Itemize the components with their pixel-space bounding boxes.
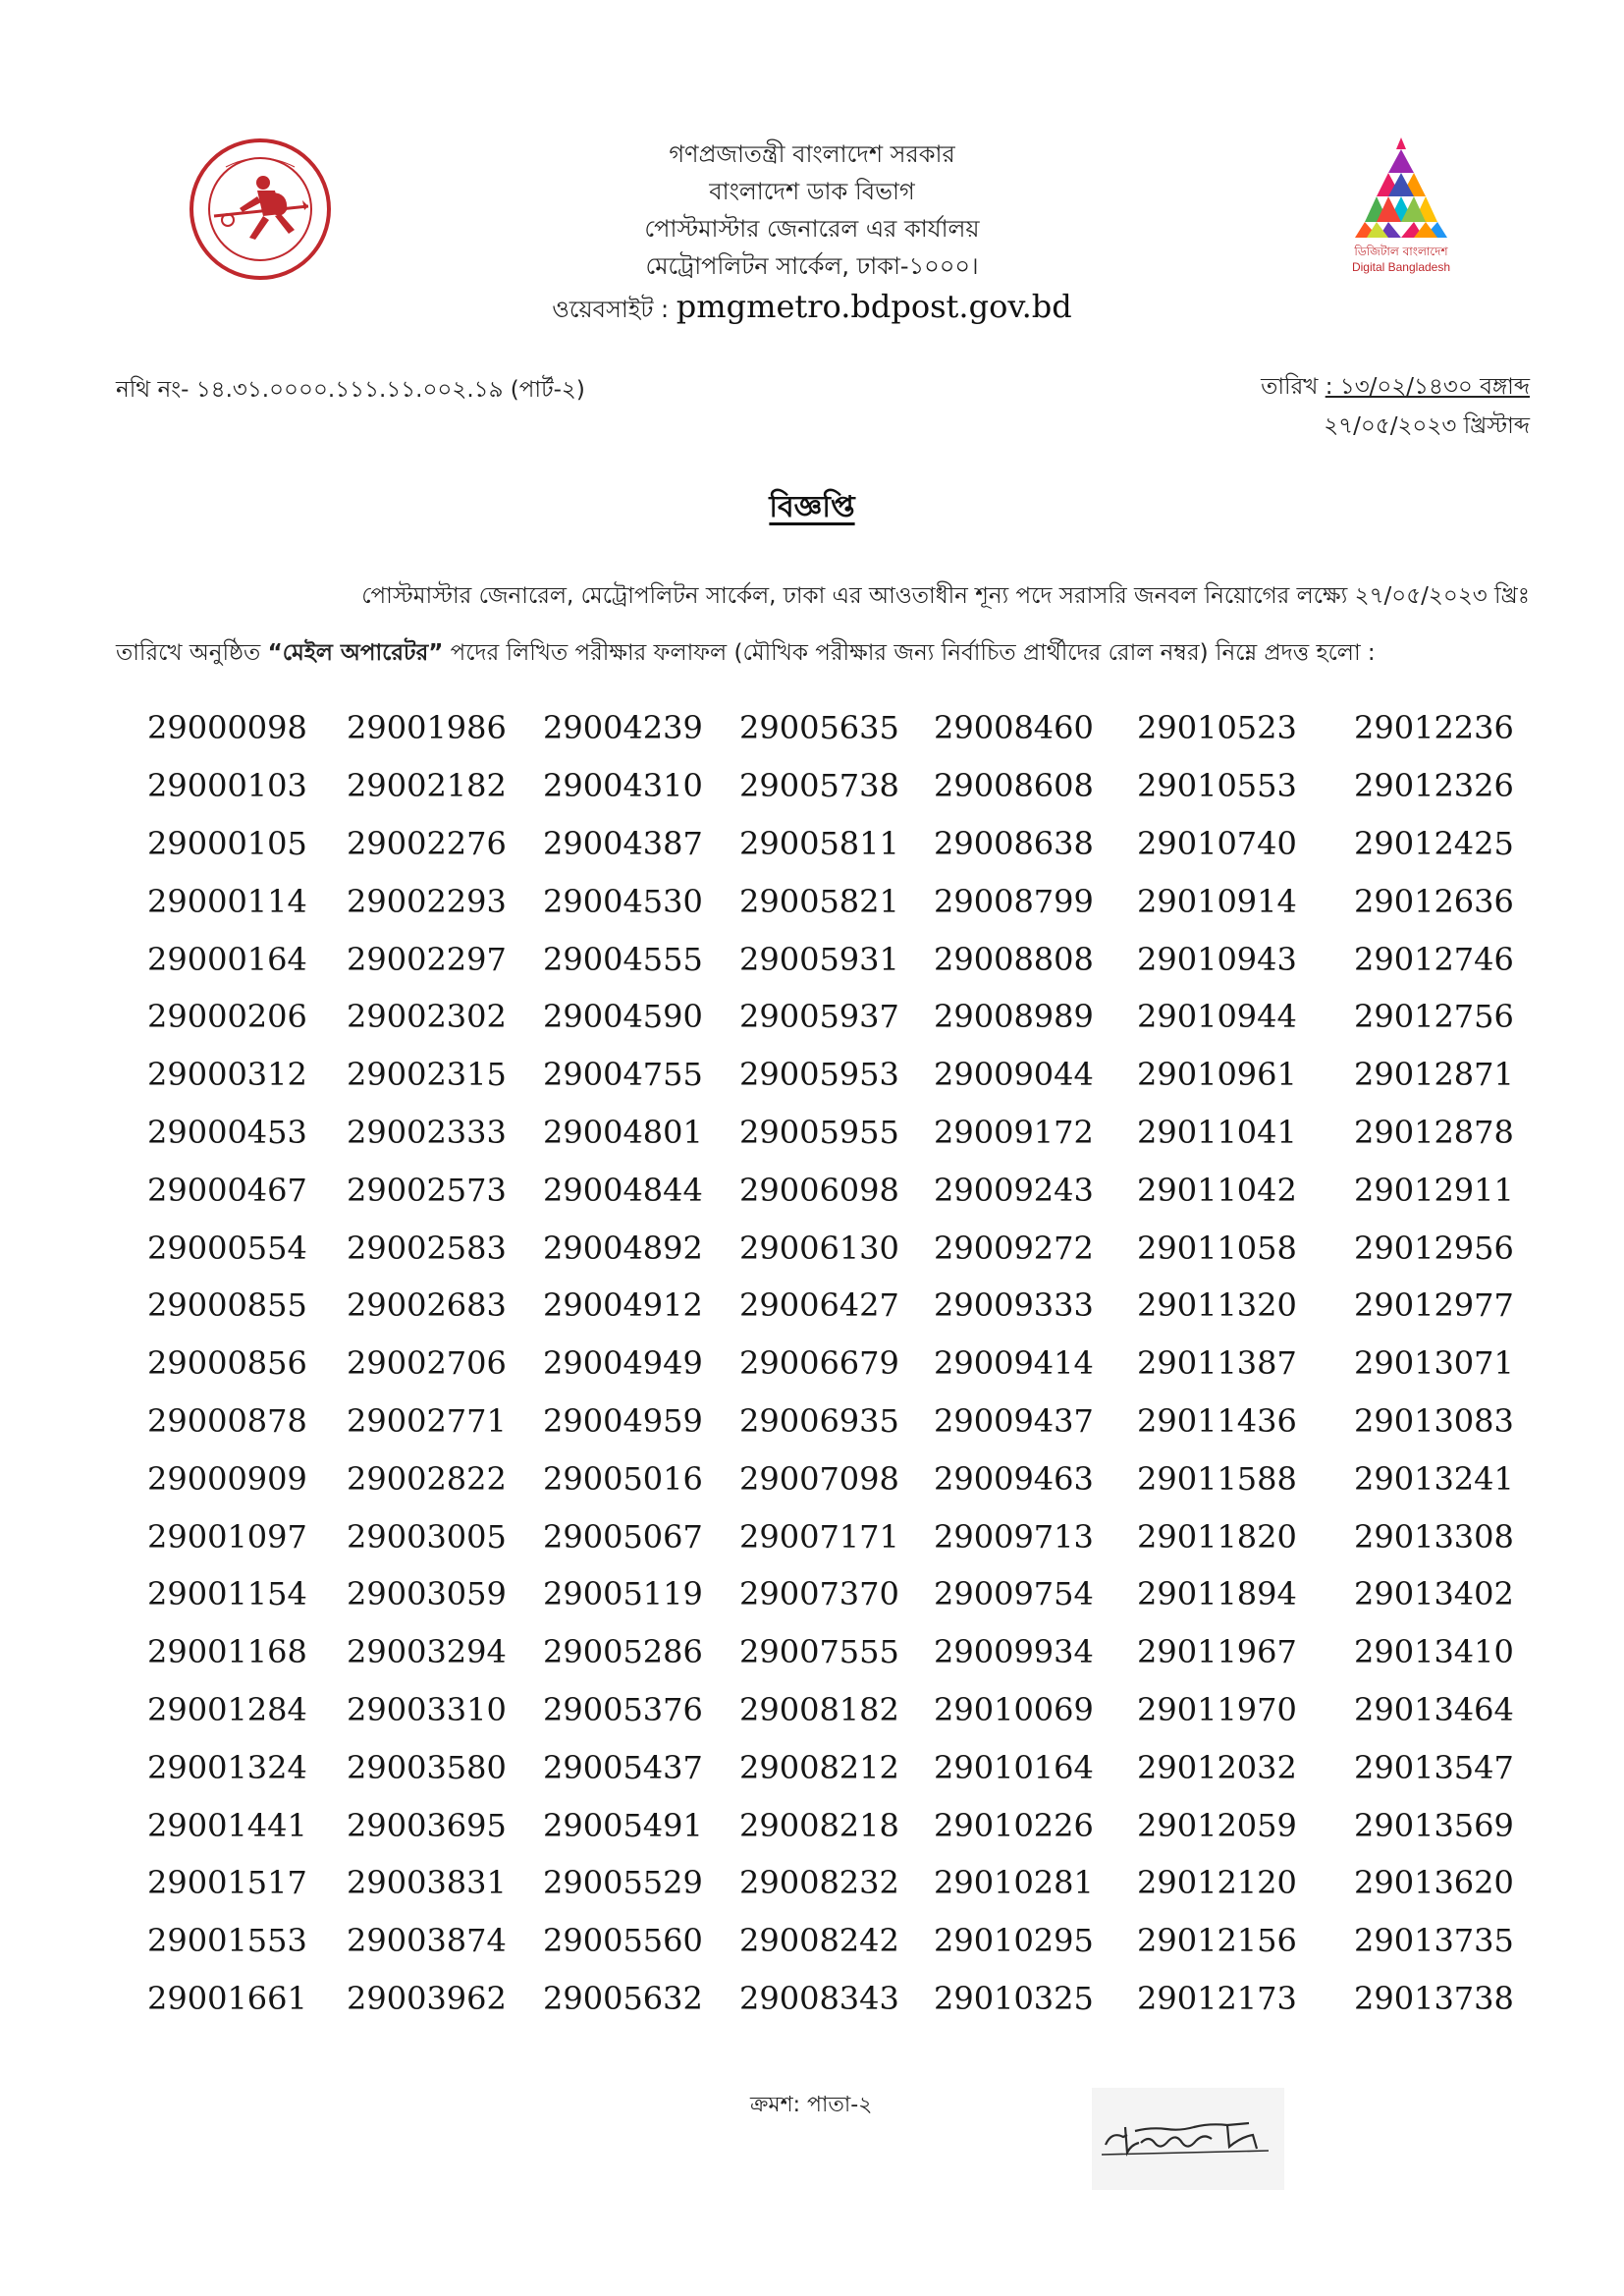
table-row <box>147 1046 1531 1104</box>
roll-number-cell: 29002297 <box>347 940 507 978</box>
roll-number-cell: 29012871 <box>1354 1056 1514 1094</box>
table-row <box>147 1161 1531 1219</box>
roll-number-cell: 29008232 <box>739 1864 899 1902</box>
continued-note: ক্রমশ: পাতা-২ <box>750 2093 873 2117</box>
roll-number-cell: 29002822 <box>347 1459 507 1498</box>
roll-number-cell: 29002302 <box>347 998 507 1036</box>
table-row <box>147 1738 1531 1796</box>
table-row <box>147 1796 1531 1854</box>
roll-number-cell: 29009172 <box>934 1113 1094 1151</box>
roll-number-cell: 29000105 <box>147 824 307 862</box>
roll-number-cell: 29013308 <box>1354 1517 1514 1556</box>
roll-number-cell: 29002315 <box>347 1056 507 1094</box>
date-bangla-line <box>1261 367 1530 407</box>
signature <box>1092 2088 1284 2190</box>
roll-number-cell: 29008989 <box>934 998 1094 1036</box>
post-name: “মেইল অপারেটর” <box>267 640 444 666</box>
roll-number-cell: 29005953 <box>739 1056 899 1094</box>
roll-number-cell: 29011588 <box>1137 1459 1297 1498</box>
roll-number-cell: 29009437 <box>934 1401 1094 1440</box>
roll-number-cell: 29013241 <box>1354 1459 1514 1498</box>
table-row <box>147 1277 1531 1335</box>
roll-number-cell: 29010523 <box>1137 709 1297 747</box>
table-row <box>147 1912 1531 1970</box>
roll-number-cell: 29007098 <box>739 1459 899 1498</box>
website-line <box>393 285 1231 331</box>
table-row <box>147 1970 1531 2028</box>
table-row <box>147 1565 1531 1623</box>
roll-number-cell: 29004755 <box>543 1056 703 1094</box>
roll-number-cell: 29008212 <box>739 1748 899 1786</box>
department-name: বাংলাদেশ ডাক বিভাগ <box>709 178 915 205</box>
roll-number-cell: 29004530 <box>543 882 703 920</box>
roll-number-cell: 29003695 <box>347 1806 507 1844</box>
roll-number-cell: 29000909 <box>147 1459 307 1498</box>
roll-number-cell: 29011320 <box>1137 1286 1297 1325</box>
roll-number-cell: 29005560 <box>543 1922 703 1960</box>
roll-number-cell: 29004949 <box>543 1344 703 1383</box>
roll-number-cell: 29003874 <box>347 1922 507 1960</box>
roll-number-cell: 29009934 <box>934 1633 1094 1671</box>
roll-number-cell: 29010553 <box>1137 767 1297 805</box>
roll-number-cell: 29003005 <box>347 1517 507 1556</box>
intro-line-1: পোস্টমাস্টার জেনারেল, মেট্রোপলিটন সার্কেল, ঢাকা এর আওতাধীন শূন্য পদে সরাসরি জনবল নিয়োগের লক্ষ্যে ২৭/০৫/২০২৩ খ্রিঃ <box>361 583 1530 609</box>
roll-number-cell: 29009243 <box>934 1171 1094 1209</box>
roll-number-cell: 29012878 <box>1354 1113 1514 1151</box>
roll-number-cell: 29001986 <box>347 709 507 747</box>
roll-number-cell: 29005821 <box>739 882 899 920</box>
date-block <box>1261 367 1530 446</box>
roll-number-cell: 29005491 <box>543 1806 703 1844</box>
roll-number-cell: 29007171 <box>739 1517 899 1556</box>
roll-number-cell: 29011436 <box>1137 1401 1297 1440</box>
handwritten-signature-icon <box>1092 2088 1284 2190</box>
table-row <box>147 815 1531 873</box>
roll-number-cell: 29010961 <box>1137 1056 1297 1094</box>
roll-number-cell: 29011387 <box>1137 1344 1297 1383</box>
roll-number-cell: 29004959 <box>543 1401 703 1440</box>
roll-number-cell: 29008242 <box>739 1922 899 1960</box>
roll-number-cell: 29012911 <box>1354 1171 1514 1209</box>
roll-number-cell: 29012156 <box>1137 1922 1297 1960</box>
roll-number-cell: 29008460 <box>934 709 1094 747</box>
roll-number-cell: 29012173 <box>1137 1979 1297 2017</box>
roll-number-cell: 29004892 <box>543 1229 703 1267</box>
roll-number-cell: 29013547 <box>1354 1748 1514 1786</box>
roll-number-cell: 29000206 <box>147 998 307 1036</box>
table-row <box>147 1219 1531 1277</box>
table-row <box>147 988 1531 1046</box>
intro-line-2-end: পদের লিখিত পরীক্ষার ফলাফল (মৌখিক পরীক্ষার জন্য নির্বাচিত প্রার্থীদের রোল নম্বর) নিম্নে প্রদত্ত হলো : <box>450 640 1376 666</box>
table-row <box>147 757 1531 815</box>
table-row <box>147 1623 1531 1681</box>
roll-number-cell: 29003962 <box>347 1979 507 2017</box>
table-row <box>147 930 1531 988</box>
roll-number-cell: 29000856 <box>147 1344 307 1383</box>
roll-number-cell: 29000554 <box>147 1229 307 1267</box>
roll-number-cell: 29002771 <box>347 1401 507 1440</box>
roll-number-cell: 29001097 <box>147 1517 307 1556</box>
digital-bangladesh-logo <box>1327 136 1475 275</box>
roll-number-cell: 29001517 <box>147 1864 307 1902</box>
website-label: ওয়েবসাইট : <box>552 296 670 323</box>
table-row <box>147 699 1531 757</box>
roll-number-cell: 29002293 <box>347 882 507 920</box>
roll-number-cell: 29012636 <box>1354 882 1514 920</box>
bangladesh-post-logo <box>187 136 334 283</box>
date-bangla: : ১৩/০২/১৪৩০ বঙ্গাব্দ <box>1325 374 1530 400</box>
roll-number-cell: 29001441 <box>147 1806 307 1844</box>
notice-intro <box>116 568 1530 682</box>
roll-number-cell: 29001154 <box>147 1575 307 1613</box>
roll-number-cell: 29011970 <box>1137 1690 1297 1728</box>
roll-number-cell: 29008182 <box>739 1690 899 1728</box>
roll-number-cell: 29006427 <box>739 1286 899 1325</box>
roll-number-cell: 29011967 <box>1137 1633 1297 1671</box>
roll-number-cell: 29005632 <box>543 1979 703 2017</box>
roll-number-cell: 29000878 <box>147 1401 307 1440</box>
roll-number-cell: 29012425 <box>1354 824 1514 862</box>
roll-number-cell: 29003294 <box>347 1633 507 1671</box>
table-row <box>147 1449 1531 1507</box>
roll-number-cell: 29005286 <box>543 1633 703 1671</box>
roll-number-cell: 29001324 <box>147 1748 307 1786</box>
roll-number-cell: 29009333 <box>934 1286 1094 1325</box>
roll-number-cell: 29003310 <box>347 1690 507 1728</box>
roll-number-cell: 29012236 <box>1354 709 1514 747</box>
roll-number-cell: 29001284 <box>147 1690 307 1728</box>
roll-number-cell: 29013402 <box>1354 1575 1514 1613</box>
roll-number-cell: 29000855 <box>147 1286 307 1325</box>
roll-number-cell: 29008343 <box>739 1979 899 2017</box>
table-row <box>147 1507 1531 1565</box>
roll-number-cell: 29005529 <box>543 1864 703 1902</box>
roll-number-cell: 29004801 <box>543 1113 703 1151</box>
roll-number-cell: 29010740 <box>1137 824 1297 862</box>
roll-number-cell: 29004239 <box>543 709 703 747</box>
roll-number-cell: 29013464 <box>1354 1690 1514 1728</box>
roll-number-cell: 29009754 <box>934 1575 1094 1613</box>
roll-number-cell: 29012956 <box>1354 1229 1514 1267</box>
roll-number-cell: 29013083 <box>1354 1401 1514 1440</box>
letterhead <box>393 136 1231 331</box>
roll-number-cell: 29000103 <box>147 767 307 805</box>
roll-number-cell: 29008608 <box>934 767 1094 805</box>
table-row <box>147 1854 1531 1912</box>
roll-number-cell: 29008799 <box>934 882 1094 920</box>
table-row <box>147 1681 1531 1739</box>
roll-number-cell: 29006098 <box>739 1171 899 1209</box>
roll-number-cell: 29002333 <box>347 1113 507 1151</box>
roll-number-cell: 29005955 <box>739 1113 899 1151</box>
notice-title: বিজ্ঞপ্তি <box>769 490 855 524</box>
roll-number-cell: 29012059 <box>1137 1806 1297 1844</box>
roll-number-table <box>147 699 1531 2027</box>
roll-number-cell: 29012032 <box>1137 1748 1297 1786</box>
roll-number-cell: 29001553 <box>147 1922 307 1960</box>
roll-number-cell: 29006935 <box>739 1401 899 1440</box>
roll-number-cell: 29013569 <box>1354 1806 1514 1844</box>
roll-number-cell: 29006130 <box>739 1229 899 1267</box>
office-name: পোস্টমাস্টার জেনারেল এর কার্যালয় <box>644 215 980 243</box>
government-name: গণপ্রজাতন্ত্রী বাংলাদেশ সরকার <box>669 140 955 168</box>
roll-number-cell: 29004912 <box>543 1286 703 1325</box>
roll-number-cell: 29004555 <box>543 940 703 978</box>
roll-number-cell: 29003580 <box>347 1748 507 1786</box>
roll-number-cell: 29004590 <box>543 998 703 1036</box>
roll-number-cell: 29010943 <box>1137 940 1297 978</box>
roll-number-cell: 29002706 <box>347 1344 507 1383</box>
table-row <box>147 872 1531 930</box>
roll-number-cell: 29003059 <box>347 1575 507 1613</box>
roll-number-cell: 29009463 <box>934 1459 1094 1498</box>
roll-number-cell: 29006679 <box>739 1344 899 1383</box>
roll-number-cell: 29002276 <box>347 824 507 862</box>
roll-number-cell: 29012977 <box>1354 1286 1514 1325</box>
roll-number-cell: 29010164 <box>934 1748 1094 1786</box>
roll-number-cell: 29005437 <box>543 1748 703 1786</box>
roll-number-cell: 29004387 <box>543 824 703 862</box>
roll-number-cell: 29011058 <box>1137 1229 1297 1267</box>
roll-number-cell: 29013410 <box>1354 1633 1514 1671</box>
roll-number-cell: 29003831 <box>347 1864 507 1902</box>
roll-number-cell: 29011894 <box>1137 1575 1297 1613</box>
roll-number-cell: 29012326 <box>1354 767 1514 805</box>
roll-number-cell: 29010914 <box>1137 882 1297 920</box>
roll-number-cell: 29009044 <box>934 1056 1094 1094</box>
date-label: তারিখ <box>1261 374 1319 400</box>
roll-number-cell: 29005931 <box>739 940 899 978</box>
roll-number-cell: 29001168 <box>147 1633 307 1671</box>
roll-number-cell: 29010325 <box>934 1979 1094 2017</box>
intro-line-2-start: তারিখে অনুষ্ঠিত <box>116 640 261 666</box>
roll-number-cell: 29012120 <box>1137 1864 1297 1902</box>
roll-number-cell: 29002683 <box>347 1286 507 1325</box>
roll-number-cell: 29001661 <box>147 1979 307 2017</box>
roll-number-cell: 29000098 <box>147 709 307 747</box>
roll-number-cell: 29008638 <box>934 824 1094 862</box>
roll-number-cell: 29012746 <box>1354 940 1514 978</box>
roll-number-cell: 29013738 <box>1354 1979 1514 2017</box>
memo-number: নথি নং- ১৪.৩১.০০০০.১১১.১১.০০২.১৯ (পার্ট-২) <box>116 377 585 403</box>
roll-number-cell: 29009414 <box>934 1344 1094 1383</box>
roll-number-cell: 29009713 <box>934 1517 1094 1556</box>
roll-number-cell: 29000164 <box>147 940 307 978</box>
roll-number-cell: 29002573 <box>347 1171 507 1209</box>
roll-number-cell: 29007555 <box>739 1633 899 1671</box>
roll-number-cell: 29004310 <box>543 767 703 805</box>
roll-number-cell: 29005376 <box>543 1690 703 1728</box>
digital-bangladesh-icon <box>1327 136 1475 275</box>
roll-number-cell: 29000453 <box>147 1113 307 1151</box>
roll-number-cell: 29008808 <box>934 940 1094 978</box>
roll-number-cell: 29013620 <box>1354 1864 1514 1902</box>
roll-number-cell: 29005635 <box>739 709 899 747</box>
roll-number-cell: 29010069 <box>934 1690 1094 1728</box>
roll-number-cell: 29002182 <box>347 767 507 805</box>
roll-number-cell: 29005811 <box>739 824 899 862</box>
roll-number-cell: 29010281 <box>934 1864 1094 1902</box>
roll-number-cell: 29013071 <box>1354 1344 1514 1383</box>
roll-number-cell: 29013735 <box>1354 1922 1514 1960</box>
roll-number-table-body <box>147 699 1531 2027</box>
roll-number-cell: 29005067 <box>543 1517 703 1556</box>
roll-number-cell: 29000114 <box>147 882 307 920</box>
roll-number-cell: 29008218 <box>739 1806 899 1844</box>
roll-number-cell: 29011042 <box>1137 1171 1297 1209</box>
logo-text-en: Digital Bangladesh <box>1351 260 1451 274</box>
roll-number-cell: 29010226 <box>934 1806 1094 1844</box>
roll-number-cell: 29007370 <box>739 1575 899 1613</box>
roll-number-cell: 29005738 <box>739 767 899 805</box>
roll-number-cell: 29011820 <box>1137 1517 1297 1556</box>
roll-number-cell: 29004844 <box>543 1171 703 1209</box>
table-row <box>147 1104 1531 1162</box>
roll-number-cell: 29000467 <box>147 1171 307 1209</box>
bangladesh-post-seal-icon <box>187 136 334 283</box>
date-gregorian: ২৭/০৫/২০২৩ খ্রিস্টাব্দ <box>1324 413 1530 439</box>
roll-number-cell: 29005937 <box>739 998 899 1036</box>
roll-number-cell: 29010295 <box>934 1922 1094 1960</box>
table-row <box>147 1393 1531 1450</box>
office-address: মেট্রোপলিটন সার্কেল, ঢাকা-১০০০। <box>645 252 979 280</box>
roll-number-cell: 29005119 <box>543 1575 703 1613</box>
roll-number-cell: 29011041 <box>1137 1113 1297 1151</box>
website-url: pmgmetro.bdpost.gov.bd <box>676 288 1072 325</box>
roll-number-cell: 29010944 <box>1137 998 1297 1036</box>
roll-number-cell: 29012756 <box>1354 998 1514 1036</box>
logo-text-bn: ডিজিটাল বাংলাদেশ <box>1354 245 1448 258</box>
roll-number-cell: 29005016 <box>543 1459 703 1498</box>
roll-number-cell: 29009272 <box>934 1229 1094 1267</box>
roll-number-cell: 29002583 <box>347 1229 507 1267</box>
table-row <box>147 1335 1531 1393</box>
roll-number-cell: 29000312 <box>147 1056 307 1094</box>
